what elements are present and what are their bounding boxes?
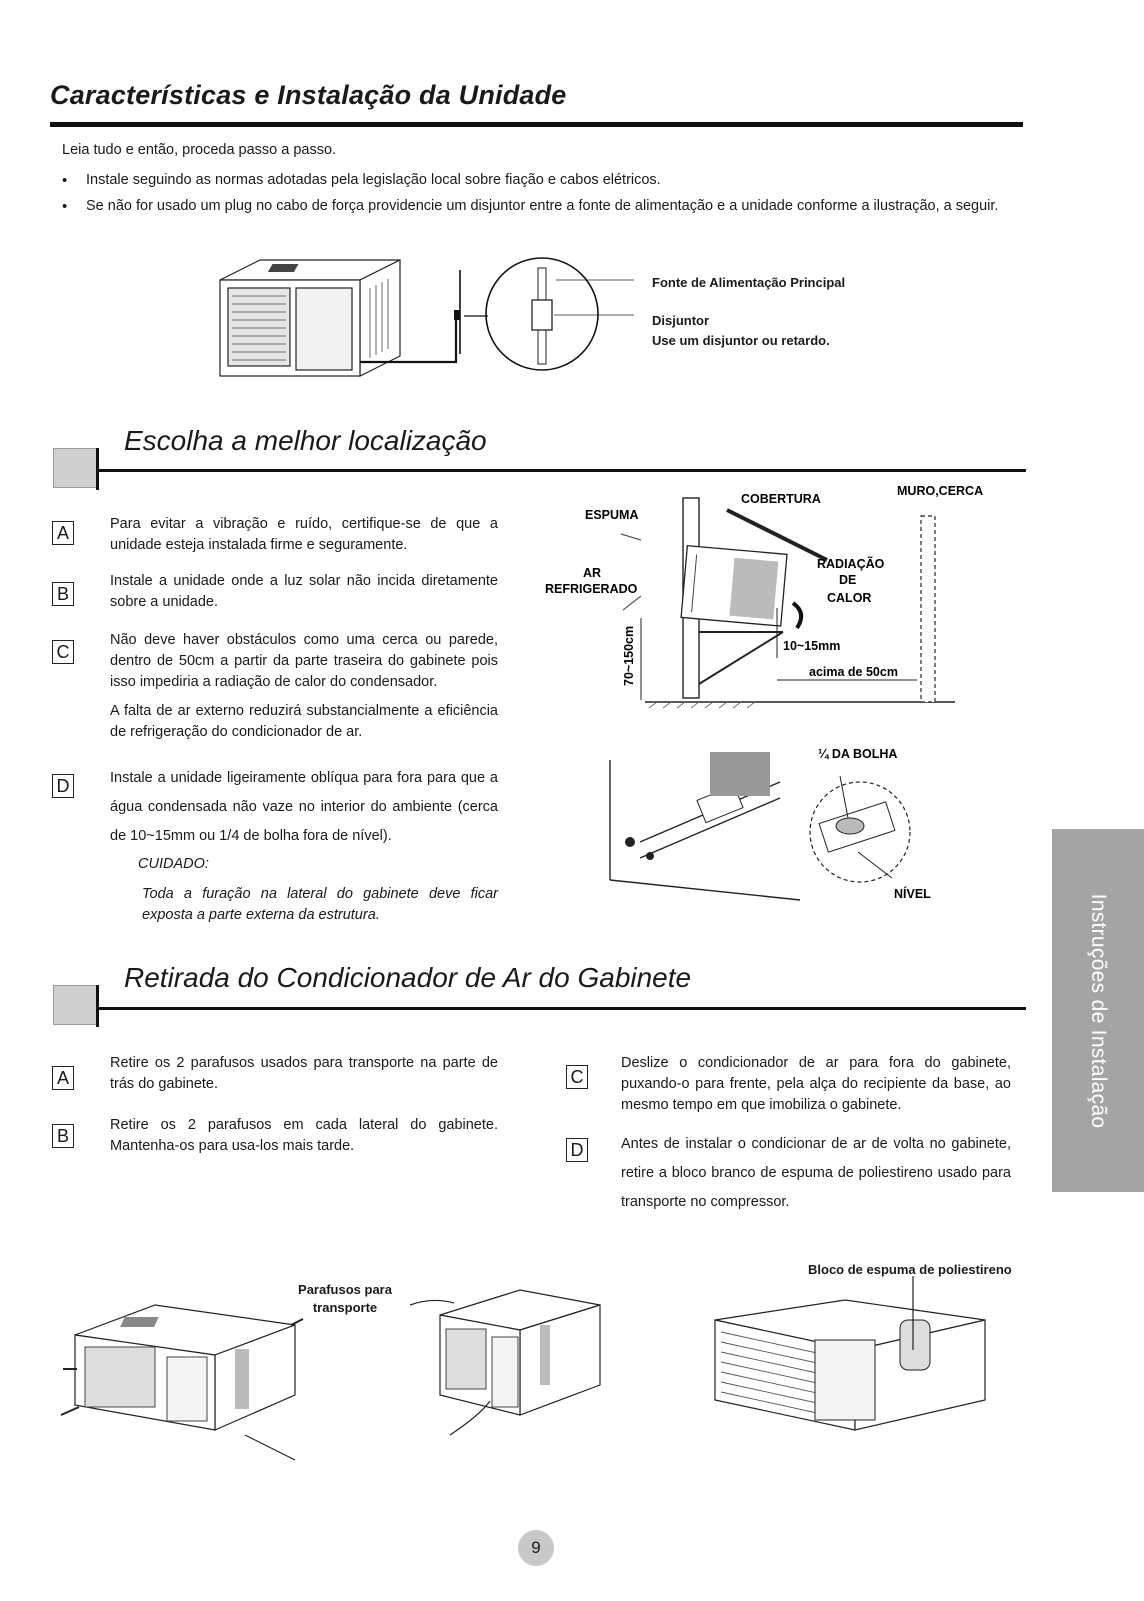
label-bolha: ¼ DA BOLHA bbox=[818, 747, 898, 761]
location-item-c: Não deve haver obstáculos como uma cerca ou parede, dentro de 50cm a partir da parte traseira do gabinete pois isso impediria a radiação de calor do condensador. bbox=[110, 632, 498, 690]
label-distance: acima de 50cm bbox=[809, 665, 898, 679]
item-letter-a: A bbox=[52, 1066, 74, 1090]
label-height: 70~150cm bbox=[622, 625, 636, 686]
caution-text: Toda a furação na lateral do gabinete deve ficar exposta a parte externa da estrutura. bbox=[142, 886, 498, 923]
removal-item-b: Retire os 2 parafusos em cada lateral do gabinete. Mantenha-os para usa-los mais tarde. bbox=[110, 1117, 498, 1154]
label-de: DE bbox=[839, 573, 857, 587]
label-breaker: Disjuntor bbox=[652, 313, 710, 328]
label-tilt: 10~15mm bbox=[783, 639, 841, 653]
item-letter-d: D bbox=[566, 1138, 588, 1162]
item-letter-c: C bbox=[52, 640, 74, 664]
item-letter-d: D bbox=[52, 774, 74, 798]
label-cobertura: COBERTURA bbox=[741, 492, 821, 506]
location-item-b: Instale a unidade onde a luz solar não incida diretamente sobre a unidade. bbox=[110, 573, 498, 610]
page-title: Características e Instalação da Unidade bbox=[50, 80, 567, 110]
bullet-item: • Instale seguindo as normas adotadas pela legislação local sobre fiação e cabos elétricos. bbox=[60, 170, 1020, 191]
power-supply-illustration bbox=[220, 258, 650, 398]
intro-text: Leia tudo e então, proceda passo a passo. bbox=[62, 142, 337, 158]
cabinet-screws-illustration bbox=[55, 1295, 315, 1475]
label-ar: AR bbox=[583, 566, 602, 580]
label-calor: CALOR bbox=[827, 591, 872, 605]
section-side-tab bbox=[1052, 829, 1144, 1192]
removal-item-c: Deslize o condicionador de ar para fora do gabinete, puxando-o para frente, pela alça do recipiente da base, ao mesmo tempo em que imobiliza o gabinete. bbox=[621, 1055, 1011, 1113]
compressor-block-illustration bbox=[715, 1280, 995, 1460]
title-divider bbox=[50, 122, 1023, 127]
location-illustration bbox=[545, 484, 1005, 713]
caution-title: CUIDADO: bbox=[138, 856, 209, 872]
side-tab-label: Instruções de Instalação bbox=[1087, 893, 1110, 1128]
bullet-list bbox=[60, 170, 1020, 222]
location-item-a: Para evitar a vibração e ruído, certifique-se de que a unidade esteja instalada firme e seguramente. bbox=[110, 516, 498, 553]
removal-item-a: Retire os 2 parafusos usados para transporte na parte de trás do gabinete. bbox=[110, 1055, 498, 1092]
location-item-c-extra: A falta de ar externo reduzirá substancialmente a eficiência de refrigeração do condicionador de ar. bbox=[110, 703, 498, 740]
slide-out-illustration bbox=[410, 1285, 610, 1460]
item-letter-c: C bbox=[566, 1065, 588, 1089]
section-marker bbox=[53, 985, 97, 1025]
label-muro: MURO,CERCA bbox=[897, 484, 984, 498]
item-letter-a: A bbox=[52, 521, 74, 545]
label-breaker-note: Use um disjuntor ou retardo. bbox=[652, 333, 830, 348]
label-main-power: Fonte de Alimentação Principal bbox=[652, 275, 846, 290]
label-nivel: NÍVEL bbox=[894, 887, 931, 901]
page-number: 9 bbox=[518, 1530, 554, 1566]
bullet-item: • Se não for usado um plug no cabo de força providencie um disjuntor entre a fonte de alimentação e a unidade conforme a ilustração, a seguir. bbox=[60, 196, 1020, 217]
section-divider bbox=[96, 1007, 1026, 1010]
removal-item-d: Antes de instalar o condicionar de ar de volta no gabinete, retire a bloco branco de espuma de poliestireno usado para transporte no compressor. bbox=[621, 1136, 1011, 1210]
item-letter-b: B bbox=[52, 582, 74, 606]
section-marker bbox=[53, 448, 97, 488]
section-title-removal: Retirada do Condicionador de Ar do Gabinete bbox=[124, 962, 692, 993]
label-radiacao: RADIAÇÃO bbox=[817, 557, 885, 571]
section-title-location: Escolha a melhor localização bbox=[124, 425, 487, 456]
label-espuma: ESPUMA bbox=[585, 508, 639, 522]
label-refrigerado: REFRIGERADO bbox=[545, 582, 638, 596]
label-block: Bloco de espuma de poliestireno bbox=[808, 1262, 1012, 1277]
location-item-d: Instale a unidade ligeiramente oblíqua para fora para que a água condensada não vaze no interior do ambiente (cerca de 10~15mm ou 1/4 de bolha fora de nível). bbox=[110, 770, 498, 844]
section-marker-bar bbox=[96, 985, 99, 1027]
label-screws: Parafusos para transporte bbox=[298, 1282, 392, 1315]
section-divider bbox=[96, 469, 1026, 472]
item-letter-b: B bbox=[52, 1124, 74, 1148]
level-illustration bbox=[610, 747, 955, 912]
